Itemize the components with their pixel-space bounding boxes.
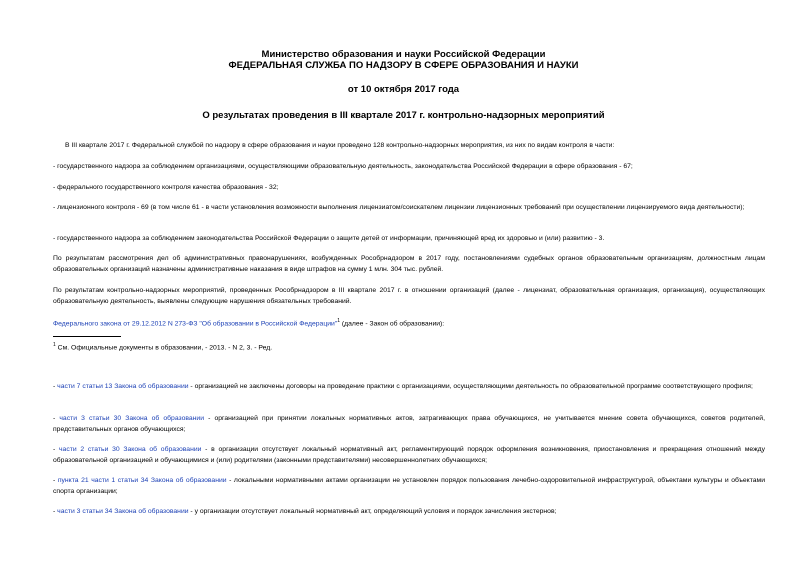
ministry-name: Министерство образования и науки Российской Федерации <box>261 49 546 60</box>
law-article-link[interactable]: части 2 статьи 30 Закона об образовании <box>59 446 202 453</box>
footnote-marker: 1 <box>337 318 341 324</box>
list-item: - федерального государственного контроля качества образования - 32; <box>53 184 279 191</box>
violation-item: - части 3 статьи 30 Закона об образовании - организацией при принятии локальных нормативных актов, затрагивающих права обучающихся, не учитывается мнение совета обучающихся, советов родителей, представительных органов обучающихся; <box>53 415 765 433</box>
intro-paragraph: В III квартале 2017 г. Федеральной службой по надзору в сфере образования и науки проведено 128 контрольно-надзорных мероприятия, из них по видам контроля в части: <box>65 142 615 149</box>
violation-item: - части 3 статьи 34 Закона об образовании - у организации отсутствует локальный нормативный акт, определяющий условия и порядок зачисления экстернов; <box>53 508 557 515</box>
list-item: - государственного надзора за соблюдением организациями, осуществляющими образовательную деятельность, законодательства Российской Федерации в сфере образования - 67; <box>53 163 633 170</box>
list-item: - государственного надзора за соблюдением законодательства Российской Федерации о защите детей от информации, причиняющей вред их здоровью и (или) развитию - 3. <box>53 235 605 242</box>
law-article-link[interactable]: части 7 статьи 13 Закона об образовании <box>57 383 189 390</box>
violations-intro-paragraph: По результатам контрольно-надзорных мероприятий, проведенных Рособрнадзором в III квартале 2017 г. в отношении организаций (далее - лицензиат, образовательная организация, организация), осуществляющих образовательную деятельность, выявлены следующие нарушения обязательных требований. <box>53 287 765 305</box>
footnote-divider <box>53 336 121 337</box>
violation-item: - части 2 статьи 30 Закона об образовании - в организации отсутствует локальный нормативный акт, регламентирующий порядок оформления возникновения, приостановления и прекращения отношений между образовательной организацией и обучающимися и (или) родителями (законными представителями) несовершеннолетних обучающихся; <box>53 446 765 464</box>
violation-item: - части 7 статьи 13 Закона об образовании - организацией не заключены договоры на проведение практики с организациями, осуществляющими деятельность по образовательной программе соответствующего профиля; <box>53 383 753 390</box>
violation-item: - пункта 21 части 1 статьи 34 Закона об образовании - локальными нормативными актами организации не установлен порядок пользования лечебно-оздоровительной инфраструктурой, объектами культуры и объектами спорта организации; <box>53 477 765 495</box>
law-273-link[interactable]: Федерального закона от 29.12.2012 N 273-ФЗ "Об образовании в Российской Федерации" <box>53 320 338 328</box>
service-name: ФЕДЕРАЛЬНАЯ СЛУЖБА ПО НАДЗОРУ В СФЕРЕ ОБРАЗОВАНИЯ И НАУКИ <box>228 60 579 71</box>
law-reference-paragraph: Федерального закона от 29.12.2012 N 273-ФЗ "Об образовании в Российской Федерации"$^1$ (далее - Закон об образовании): <box>53 318 445 328</box>
law-article-link[interactable]: части 3 статьи 34 Закона об образовании <box>57 508 189 515</box>
list-item: - лицензионного контроля - 69 (в том числе 61 - в части установления возможности выполнения лицензиатом/соискателем лицензии лицензионных требований при осуществлении лицензируемого вида деятельности); <box>53 204 745 211</box>
law-article-link[interactable]: пункта 21 части 1 статьи 34 Закона об образовании <box>57 477 227 484</box>
document-date: от 10 октября 2017 года <box>347 84 460 95</box>
fines-paragraph: По результатам рассмотрения дел об административных правонарушениях, возбужденных Рособрнадзором в 2017 году, постановлениями судебных органов образовательным организациям, должностным лицам образовательных организаций назначены административные наказания в виде штрафов на сумму 1 млн. 304 тыс. рублей. <box>53 255 765 273</box>
footnote: $^1$ См. Официальные документы в образовании, - 2013. - N 2, 3. - Ред. <box>53 342 273 352</box>
document-title: О результатах проведения в III квартале 2017 г. контрольно-надзорных мероприятий <box>202 110 605 121</box>
law-article-link[interactable]: части 3 статьи 30 Закона об образовании <box>59 415 205 422</box>
